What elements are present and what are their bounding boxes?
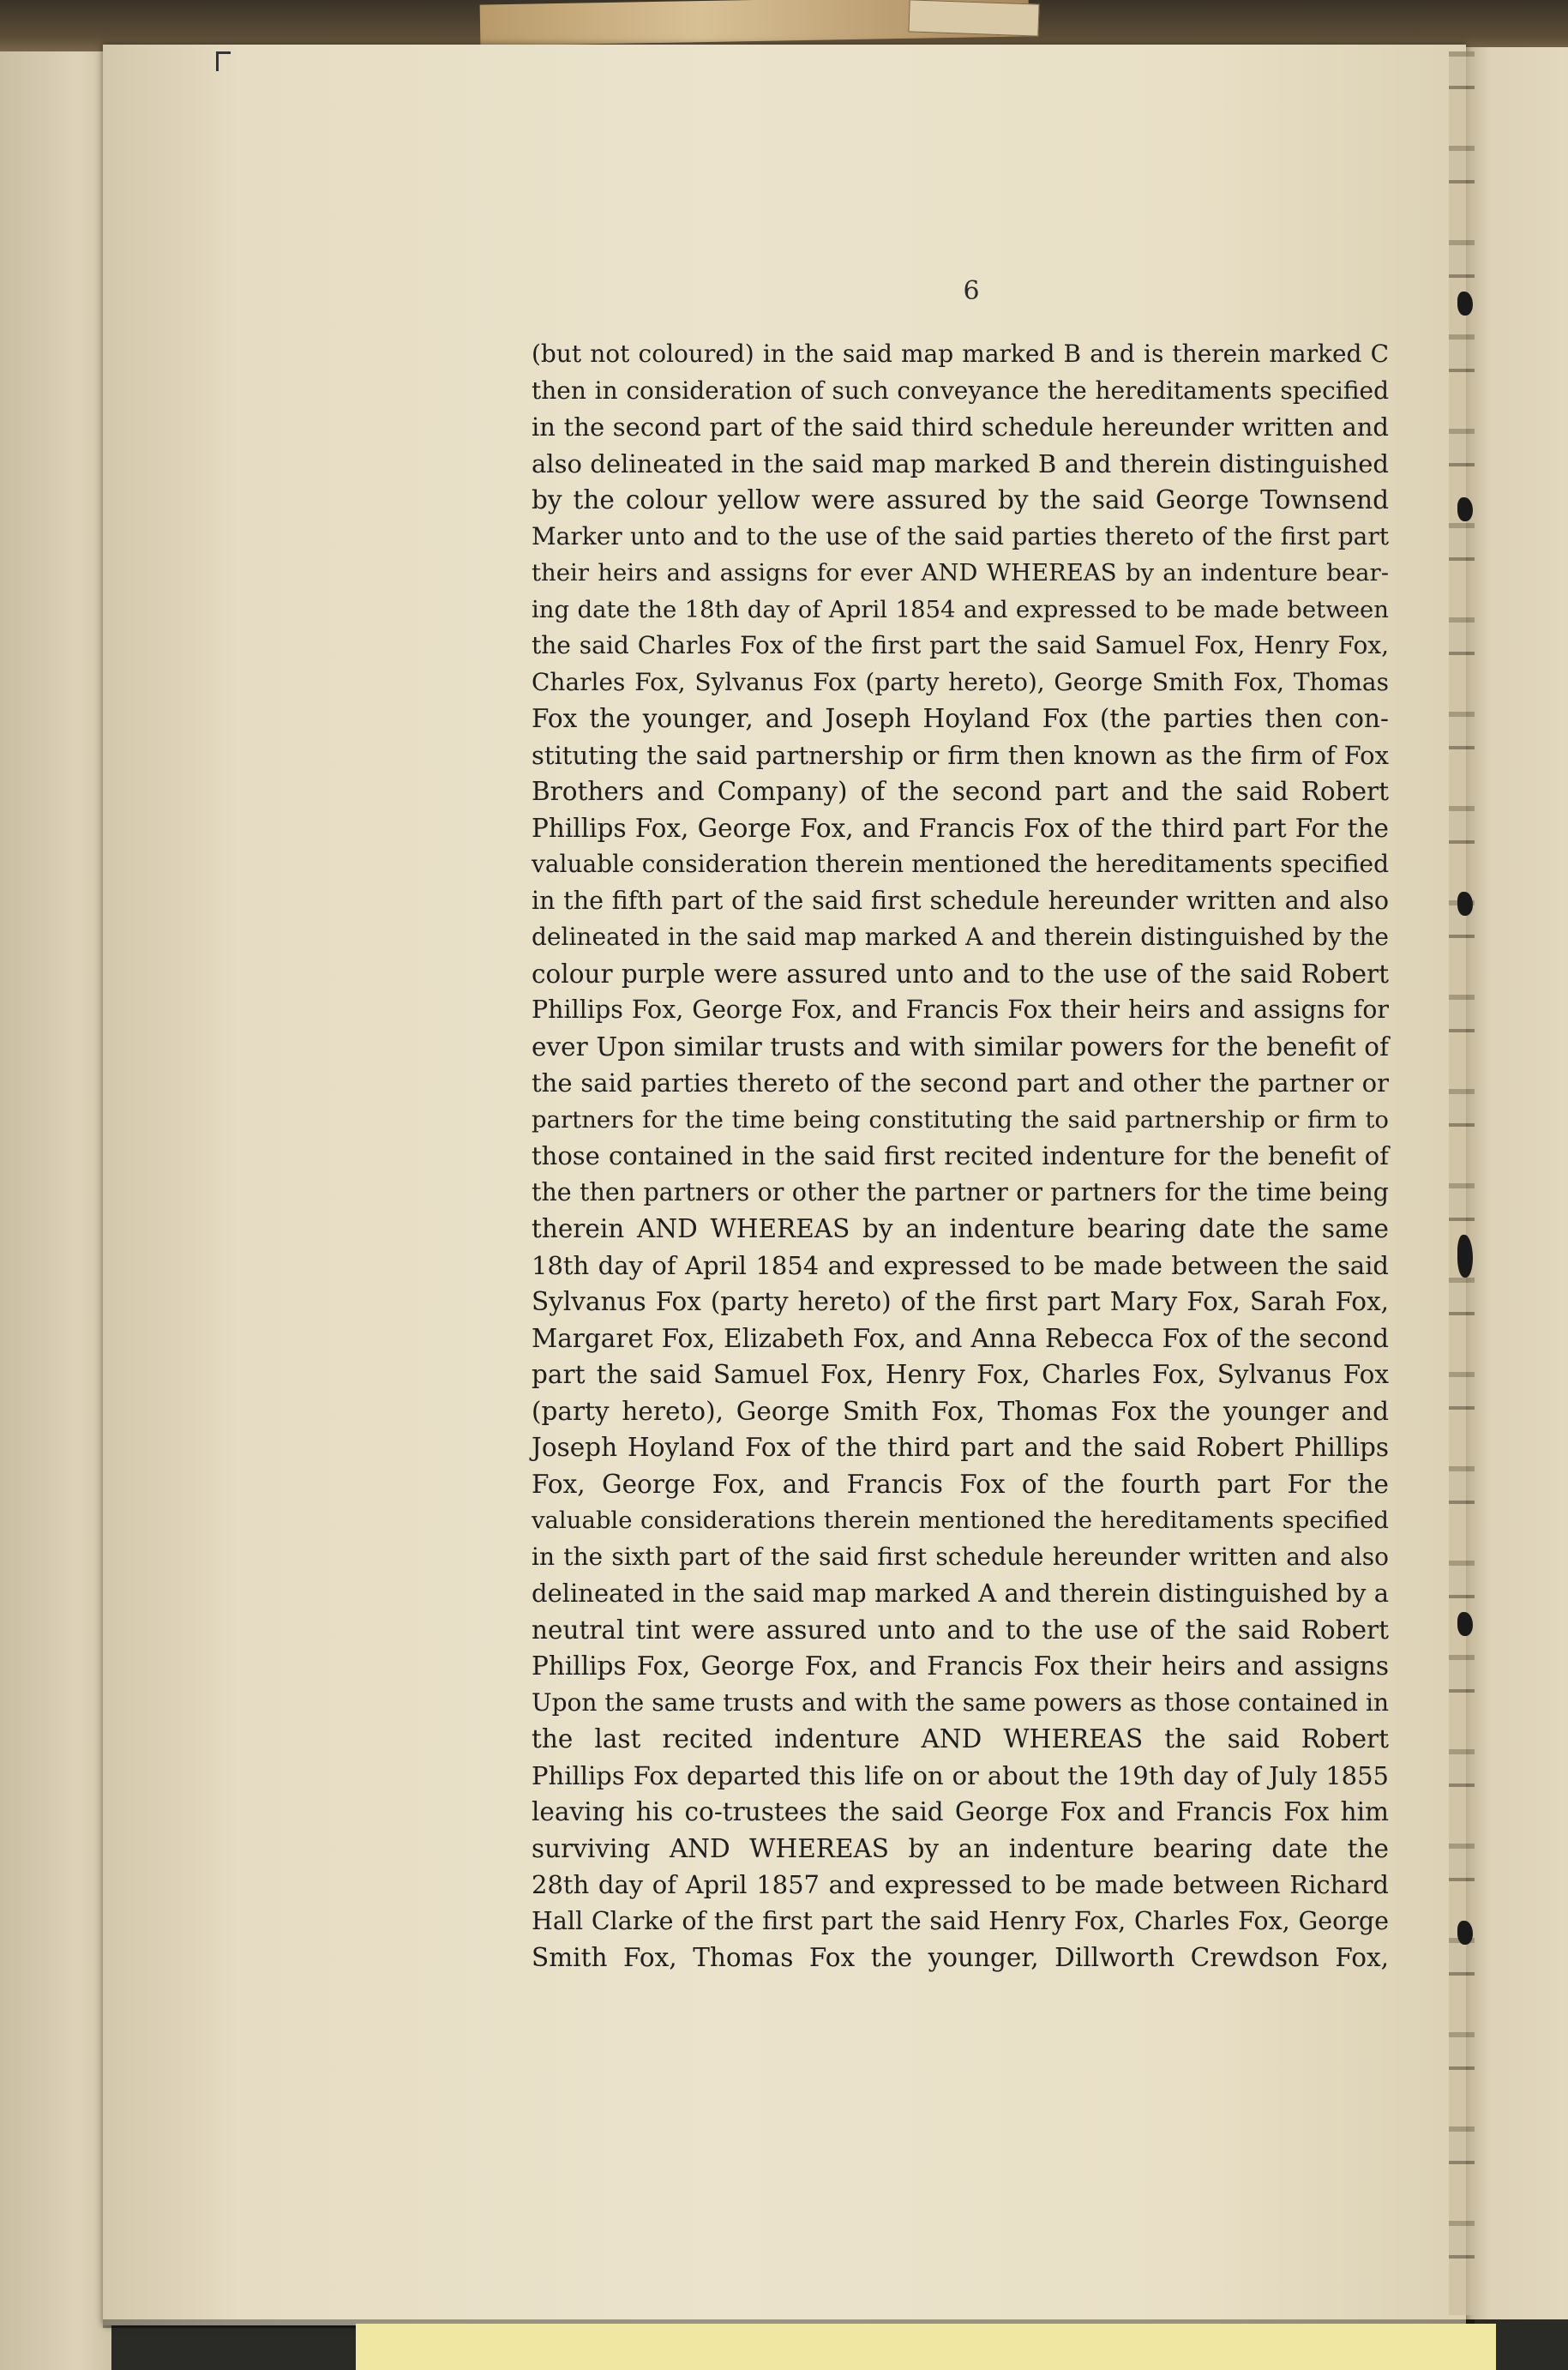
text-line: Marker unto and to the use of the said parties thereto of the first part xyxy=(532,521,1389,550)
text-line: those contained in the said first recited indenture for the benefit of xyxy=(532,1141,1389,1170)
text-line: (but not coloured) in the said map marked B and is therein marked C xyxy=(532,340,1389,368)
text-line: valuable considerations therein mentioned the hereditaments specified xyxy=(532,1507,1389,1534)
text-line: Charles Fox, Sylvanus Fox (party hereto), George Smith Fox, Thomas xyxy=(532,667,1389,696)
text-line: therein AND WHEREAS by an indenture bearing date the same xyxy=(532,1214,1389,1243)
torn-binding-edge xyxy=(1449,51,1475,2315)
text-line: neutral tint were assured unto and to the use of the said Robert xyxy=(532,1615,1389,1645)
text-line: stituting the said partnership or firm then known as the firm of Fox xyxy=(532,740,1389,770)
corner-mark xyxy=(216,51,231,71)
text-line: Smith Fox, Thomas Fox the younger, Dillworth Crewdson Fox, xyxy=(532,1943,1389,1972)
text-line: delineated in the said map marked A and therein distinguished by a xyxy=(532,1579,1389,1608)
text-line: part the said Samuel Fox, Henry Fox, Charles Fox, Sylvanus Fox xyxy=(532,1360,1389,1389)
text-line: Hall Clarke of the first part the said Henry Fox, Charles Fox, George xyxy=(532,1906,1389,1935)
binding-tear xyxy=(1457,1612,1473,1636)
binding-tear xyxy=(1457,292,1473,316)
left-page-edge xyxy=(0,51,111,2370)
page-number: 6 xyxy=(963,276,980,306)
text-line: leaving his co-trustees the said George Fox and Francis Fox him xyxy=(532,1797,1389,1826)
text-line: then in consideration of such conveyance the hereditaments specified xyxy=(532,376,1389,405)
text-line: (party hereto), George Smith Fox, Thomas Fox the younger and xyxy=(532,1396,1389,1426)
text-line: the said parties thereto of the second part and other the partner or xyxy=(532,1068,1389,1098)
binding-tear xyxy=(1457,1235,1473,1278)
body-text xyxy=(532,336,1389,1976)
text-line: Joseph Hoyland Fox of the third part and the said Robert Phillips xyxy=(532,1433,1389,1462)
text-line: in the second part of the said third schedule hereunder written and xyxy=(532,412,1389,442)
binding-tear xyxy=(1457,1921,1473,1945)
text-line: ing date the 18th day of April 1854 and expressed to be made between xyxy=(532,595,1389,623)
text-line: 18th day of April 1854 and expressed to be made between the said xyxy=(532,1250,1389,1280)
text-line: Upon the same trusts and with the same powers as those contained in xyxy=(532,1687,1389,1717)
binding-tear xyxy=(1457,892,1473,916)
text-line: surviving AND WHEREAS by an indenture bearing date the xyxy=(532,1833,1389,1863)
text-line: Sylvanus Fox (party hereto) of the first part Mary Fox, Sarah Fox, xyxy=(532,1287,1389,1316)
text-line: valuable consideration therein mentioned the hereditaments specified xyxy=(532,850,1389,878)
text-line: the said Charles Fox of the first part the said Samuel Fox, Henry Fox, xyxy=(532,631,1389,659)
text-line: Phillips Fox departed this life on or about the 19th day of July 1855 xyxy=(532,1760,1389,1790)
text-line: Fox the younger, and Joseph Hoyland Fox (the parties then con- xyxy=(532,704,1389,733)
text-line: Phillips Fox, George Fox, and Francis Fox their heirs and assigns xyxy=(532,1651,1389,1681)
text-line: their heirs and assigns for ever AND WHEREAS by an indenture bear- xyxy=(532,559,1389,586)
text-line: by the colour yellow were assured by the said George Townsend xyxy=(532,485,1389,514)
text-line: in the sixth part of the said first schedule hereunder written and also xyxy=(532,1542,1389,1571)
text-line: the then partners or other the partner or partners for the time being xyxy=(532,1177,1389,1206)
text-line: also delineated in the said map marked B and therein distinguished xyxy=(532,448,1389,478)
binding-tear xyxy=(1457,497,1473,521)
text-line: partners for the time being constituting the said partnership or firm to xyxy=(532,1105,1389,1134)
text-line: Fox, George Fox, and Francis Fox of the fourth part For the xyxy=(532,1469,1389,1499)
text-line: delineated in the said map marked A and therein distinguished by the xyxy=(532,923,1389,951)
text-line: in the fifth part of the said first schedule hereunder written and also xyxy=(532,886,1389,915)
text-line: colour purple were assured unto and to the use of the said Robert xyxy=(532,959,1389,989)
yellow-paper-tab xyxy=(356,2324,1496,2370)
text-line: Brothers and Company) of the second part and the said Robert xyxy=(532,777,1389,806)
archive-tag xyxy=(908,0,1039,37)
text-line: Phillips Fox, George Fox, and Francis Fox of the third part For the xyxy=(532,813,1389,843)
text-line: the last recited indenture AND WHEREAS the said Robert xyxy=(532,1724,1389,1753)
text-line: Phillips Fox, George Fox, and Francis Fox their heirs and assigns for xyxy=(532,996,1389,1024)
text-line: ever Upon similar trusts and with similar powers for the benefit of xyxy=(532,1032,1389,1062)
text-line: 28th day of April 1857 and expressed to be made between Richard xyxy=(532,1870,1389,1899)
text-line: Margaret Fox, Elizabeth Fox, and Anna Rebecca Fox of the second xyxy=(532,1323,1389,1353)
